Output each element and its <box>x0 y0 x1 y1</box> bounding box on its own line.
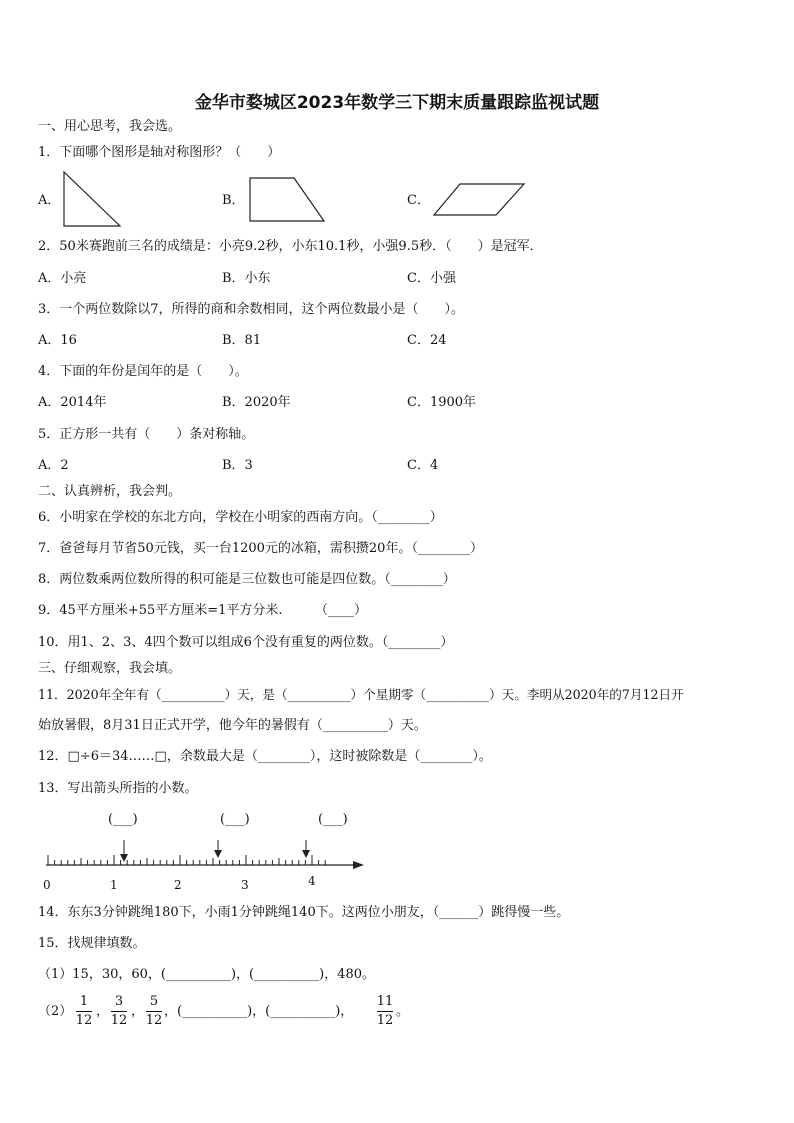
fraction-11-12 <box>375 994 395 1029</box>
question-15: 15．找规律填数。 <box>38 936 146 951</box>
fraction-numerator: 11 <box>376 994 394 1009</box>
q1-option-b[interactable]: B． <box>222 193 245 208</box>
q5-option-b[interactable]: B．3 <box>222 458 253 473</box>
tick-label-0: 0 <box>43 878 51 892</box>
question-7: 7．爸爸每月节省50元钱，买一台1200元的冰箱，需积攒20年。（________） <box>38 541 483 556</box>
section-2-heading: 二、认真辨析，我会判。 <box>38 484 182 499</box>
q4-option-a[interactable]: A．2014年 <box>38 395 107 410</box>
fraction-bar <box>377 1011 393 1012</box>
trapezoid-figure <box>248 176 328 224</box>
question-1: 1．下面哪个图形是轴对称图形？（ ） <box>38 145 281 160</box>
arrow-marker-2 <box>214 840 222 858</box>
fraction-3-12 <box>109 994 129 1029</box>
fraction-numerator: 3 <box>114 994 124 1009</box>
fraction-1-12 <box>74 994 94 1029</box>
question-14: 14．东东3分钟跳绳180下，小雨1分钟跳绳140下。这两位小朋友，（______）跳得慢一些。 <box>38 905 570 920</box>
q15-part-2-label: （2） <box>38 1004 73 1019</box>
question-6: 6．小明家在学校的东北方向，学校在小明家的西南方向。（________） <box>38 510 443 525</box>
question-2: 2．50米赛跑前三名的成绩是：小亮9.2秒，小东10.1秒，小强9.5秒．（ ）是冠军． <box>38 239 543 254</box>
question-15-blanks[interactable]: ，(__________)，(__________)， <box>164 1004 354 1019</box>
fraction-numerator: 1 <box>79 994 89 1009</box>
q5-option-a[interactable]: A．2 <box>38 458 69 473</box>
question-12: 12．□÷6＝34……□，余数最大是（________），这时被除数是（________）。 <box>38 749 492 764</box>
fraction-bar <box>111 1011 127 1012</box>
question-5: 5．正方形一共有（ ）条对称轴。 <box>38 427 255 442</box>
fraction-numerator: 5 <box>149 994 159 1009</box>
q1-option-c[interactable]: C． <box>407 193 430 208</box>
q1-option-a[interactable]: A． <box>38 193 61 208</box>
section-1-heading: 一、用心思考，我会选。 <box>38 119 182 134</box>
question-13: 13．写出箭头所指的小数。 <box>38 781 198 796</box>
question-9: 9．45平方厘米+55平方厘米=1平方分米. （____） <box>38 603 368 618</box>
q4-option-c[interactable]: C．1900年 <box>407 395 477 410</box>
tick-label-4: 4 <box>308 874 316 888</box>
question-15-part-1: （1）15，30，60，(__________)，(__________)，480。 <box>38 967 375 982</box>
q3-option-a[interactable]: A．16 <box>38 333 77 348</box>
comma: ， <box>131 1004 145 1019</box>
fraction-denominator: 12 <box>145 1013 163 1028</box>
q4-option-b[interactable]: B．2020年 <box>222 395 291 410</box>
question-3: 3．一个两位数除以7，所得的商和余数相同，这个两位数最小是（ ）。 <box>38 302 465 317</box>
q2-option-a[interactable]: A．小亮 <box>38 271 87 286</box>
fraction-denominator: 12 <box>75 1013 93 1028</box>
number-line <box>40 838 370 870</box>
q2-option-c[interactable]: C．小强 <box>407 271 456 286</box>
q13-blank-3[interactable]: (___) <box>318 812 348 827</box>
tick-label-2: 2 <box>174 878 182 892</box>
q3-option-c[interactable]: C．24 <box>407 333 447 348</box>
tick-label-3: 3 <box>241 878 249 892</box>
parallelogram-figure <box>432 182 528 218</box>
q13-blank-2[interactable]: (___) <box>220 812 250 827</box>
page-title: 金华市婺城区2023年数学三下期末质量跟踪监视试题 <box>194 93 600 113</box>
fraction-denominator: 12 <box>376 1013 394 1028</box>
q5-option-c[interactable]: C．4 <box>407 458 439 473</box>
section-3-heading: 三、仔细观察，我会填。 <box>38 661 182 676</box>
q3-option-b[interactable]: B．81 <box>222 333 262 348</box>
question-11-line-2: 始放暑假，8月31日正式开学，他今年的暑假有（__________）天。 <box>38 718 427 733</box>
fraction-denominator: 12 <box>110 1013 128 1028</box>
fraction-5-12 <box>144 994 164 1029</box>
right-triangle-figure <box>62 170 124 228</box>
question-10: 10．用1、2、3、4四个数可以组成6个没有重复的两位数。（________） <box>38 635 454 650</box>
comma: ， <box>96 1004 110 1019</box>
question-4: 4．下面的年份是闰年的是（ ）。 <box>38 364 248 379</box>
q13-blank-1[interactable]: (___) <box>108 812 138 827</box>
period: 。 <box>396 1004 410 1019</box>
q2-option-b[interactable]: B．小东 <box>222 271 271 286</box>
fraction-bar <box>76 1011 92 1012</box>
arrow-marker-1 <box>120 840 128 862</box>
fraction-bar <box>146 1011 162 1012</box>
arrow-marker-3 <box>302 840 310 858</box>
question-11-line-1: 11．2020年全年有（__________）天，是（__________）个星期零（__________）天。李明从2020年的7月12日开 <box>38 687 684 702</box>
question-8: 8．两位数乘两位数所得的积可能是三位数也可能是四位数。（________） <box>38 572 456 587</box>
tick-label-1: 1 <box>110 878 118 892</box>
